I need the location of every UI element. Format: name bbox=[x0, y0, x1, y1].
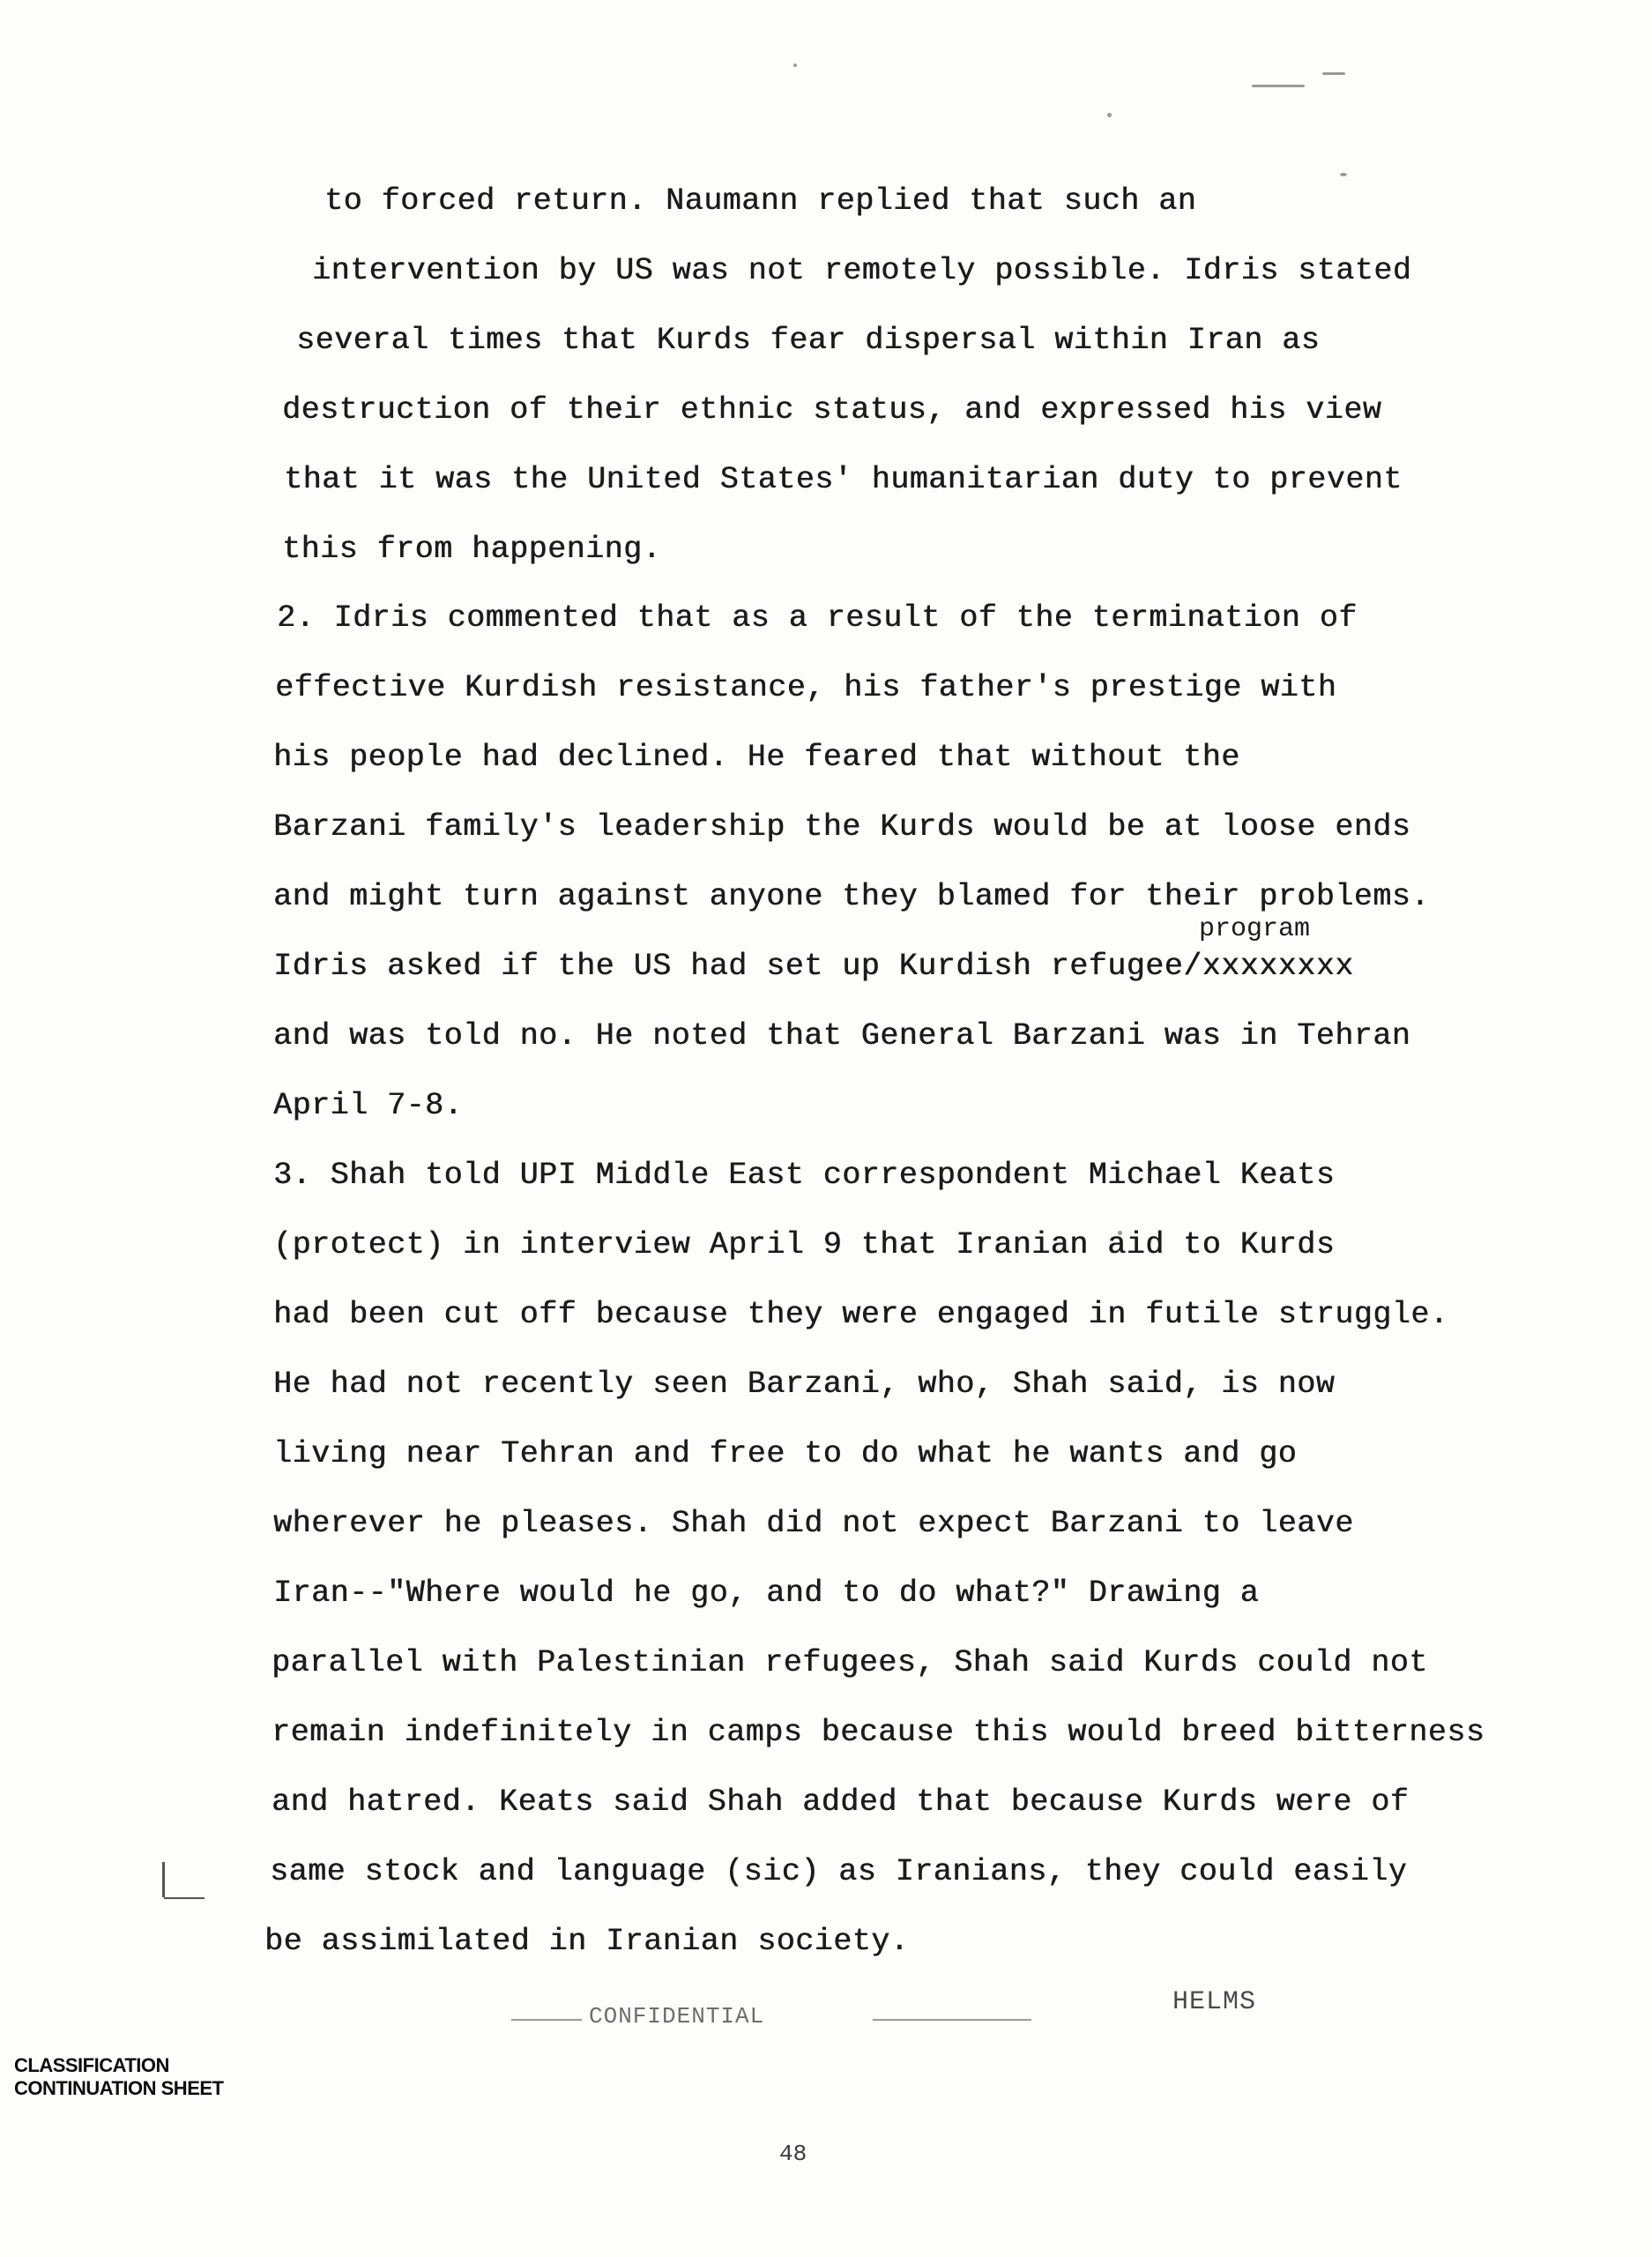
document-line: 3. Shah told UPI Middle East correspondent Michael Keats bbox=[273, 1158, 1336, 1193]
document-line: destruction of their ethnic status, and expressed his view bbox=[282, 392, 1382, 428]
scan-speck bbox=[1107, 113, 1112, 117]
document-line: Barzani family's leadership the Kurds would be at loose ends bbox=[273, 809, 1411, 845]
page-number: 48 bbox=[779, 2141, 807, 2167]
scan-speck bbox=[793, 63, 797, 67]
document-line: April 7-8. bbox=[273, 1088, 464, 1123]
document-line: to forced return. Naumann replied that such an bbox=[324, 183, 1197, 219]
document-line: that it was the United States' humanitarian duty to prevent bbox=[284, 462, 1403, 497]
document-line: same stock and language (sic) as Iranians, they could easily bbox=[270, 1854, 1408, 1889]
margin-mark bbox=[162, 1862, 165, 1897]
classification-marking: CONFIDENTIAL bbox=[589, 2003, 765, 2030]
margin-mark bbox=[164, 1897, 205, 1899]
document-line: be assimilated in Iranian society. bbox=[264, 1924, 910, 1959]
stamp-line: CONTINUATION SHEET bbox=[14, 2077, 224, 2099]
document-line: 2. Idris commented that as a result of the termination of bbox=[277, 600, 1358, 636]
document-line: several times that Kurds fear dispersal within Iran as bbox=[296, 323, 1321, 358]
document-line: Idris asked if the US had set up Kurdish refugee/xxxxxxxx bbox=[273, 949, 1354, 984]
document-line: (protect) in interview April 9 that Iranian aid to Kurds bbox=[273, 1227, 1336, 1263]
classification-rule-right bbox=[873, 2019, 1031, 2021]
document-line: and was told no. He noted that General Barzani was in Tehran bbox=[273, 1018, 1411, 1054]
document-line: parallel with Palestinian refugees, Shah said Kurds could not bbox=[272, 1645, 1428, 1680]
scan-speck bbox=[1252, 85, 1305, 87]
document-line: He had not recently seen Barzani, who, Shah said, is now bbox=[273, 1367, 1336, 1402]
document-line: intervention by US was not remotely possible. Idris stated bbox=[312, 253, 1412, 288]
signature: HELMS bbox=[1172, 1987, 1257, 2017]
document-line: this from happening. bbox=[282, 532, 662, 567]
document-line: effective Kurdish resistance, his father's prestige with bbox=[275, 670, 1337, 705]
scan-speck bbox=[1322, 72, 1345, 75]
document-line: his people had declined. He feared that without the bbox=[273, 740, 1240, 775]
scan-speck bbox=[1340, 173, 1347, 176]
document-line: remain indefinitely in camps because this would breed bitterness bbox=[272, 1715, 1485, 1750]
classification-stamp bbox=[14, 2054, 223, 2100]
document-line: wherever he pleases. Shah did not expect Barzani to leave bbox=[273, 1506, 1354, 1541]
document-line: and might turn against anyone they blamed for their problems. bbox=[273, 879, 1430, 914]
document-line: and hatred. Keats said Shah added that because Kurds were of bbox=[272, 1784, 1410, 1820]
document-line: Iran--"Where would he go, and to do what?" Drawing a bbox=[273, 1575, 1260, 1611]
document-line: had been cut off because they were engaged in futile struggle. bbox=[273, 1297, 1449, 1332]
document-line: living near Tehran and free to do what he wants and go bbox=[273, 1436, 1298, 1471]
insertion-program: program bbox=[1199, 914, 1311, 944]
stamp-line: CLASSIFICATION bbox=[14, 2054, 169, 2076]
classification-rule-left bbox=[511, 2019, 582, 2021]
